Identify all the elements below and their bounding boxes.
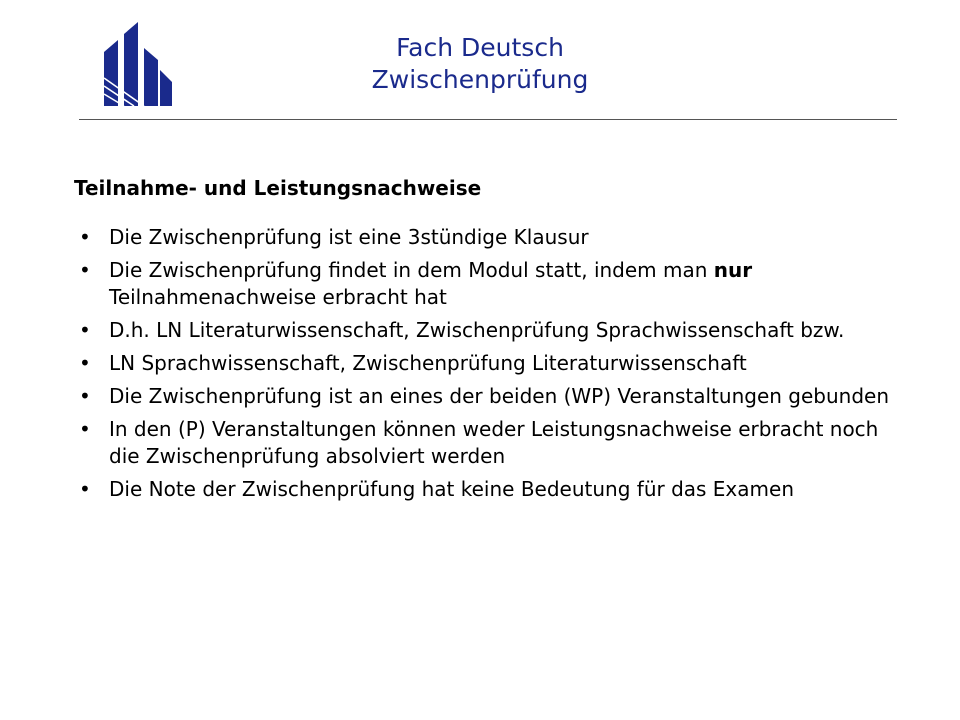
bullet-text: Die Note der Zwischenprüfung hat keine Bedeutung für das Examen [109,477,794,501]
header-divider [79,119,897,120]
bullet-item [79,224,899,251]
bullet-text-before: Die Zwischenprüfung findet in dem Modul statt, indem man [109,258,714,282]
bullet-text: D.h. LN Literaturwissenschaft, Zwischenprüfung Sprachwissenschaft bzw. [109,318,845,342]
page-title [300,32,660,96]
title-line-1: Fach Deutsch [396,33,564,62]
bullet-item [79,383,899,410]
bullet-item [79,416,899,470]
bullet-item [79,476,899,503]
bullet-text-bold: nur [713,258,753,282]
bullet-list [79,224,899,509]
bullet-text: Die Zwischenprüfung ist an eines der beiden (WP) Veranstaltungen gebunden [109,384,890,408]
bullet-text: LN Sprachwissenschaft, Zwischenprüfung Literaturwissenschaft [109,351,747,375]
bullet-item [79,350,899,377]
section-heading: Teilnahme- und Leistungsnachweise [74,176,482,200]
bullet-item [79,257,899,311]
bullet-text: Die Zwischenprüfung ist eine 3stündige Klausur [109,225,589,249]
university-logo-icon [100,20,172,108]
bullet-item [79,317,899,344]
bullet-text: In den (P) Veranstaltungen können weder Leistungsnachweise erbracht noch die Zwischenprüfung absolviert werden [109,417,879,468]
title-line-2: Zwischenprüfung [371,65,589,94]
bullet-text-after: Teilnahmenachweise erbracht hat [109,285,447,309]
